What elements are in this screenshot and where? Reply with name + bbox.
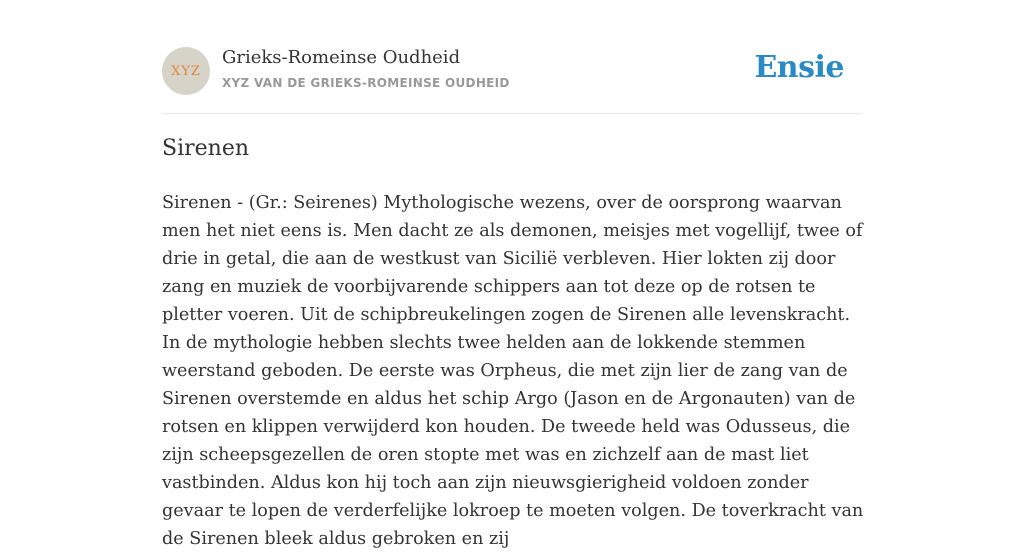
source-title[interactable]: Grieks-Romeinse Oudheid bbox=[222, 47, 461, 68]
entry-body: Sirenen - (Gr.: Seirenes) Mythologische wezens, over de oorsprong waarvan men het niet eens is. Men dacht ze als demonen, meisjes met vogellijf, twee of drie in getal, die aan de westkust van Sicilië verbleven. Hier lokten zij door zang en muziek de voorbijvarende schippers aan tot deze op de rotsen te pletter voeren. Uit de schipbreukelingen zogen de Sirenen alle levenskracht. In de mythologie hebben slechts twee helden aan de lokkende stemmen weerstand geboden. De eerste was Orpheus, die met zijn lier de zang van de Sirenen overstemde en aldus het schip Argo (Jason en de Argonauten) van de rotsen en klippen verwijderd kon houden. De tweede held was Odusseus, die zijn scheepsgezellen de oren stopte met was en zichzelf aan de mast liet vastbinden. Aldus kon hij toch aan zijn nieuwsgierigheid voldoen zonder gevaar te lopen de verderfelijke lokroep te moeten volgen. De toverkracht van de Sirenen bleek aldus gebroken en zij bbox=[162, 193, 864, 549]
avatar-label: XYZ bbox=[171, 63, 201, 79]
ensie-logo[interactable]: Ensie bbox=[754, 50, 844, 85]
entry-title: Sirenen bbox=[162, 136, 250, 161]
source-header bbox=[162, 46, 862, 96]
source-subtitle: XYZ VAN DE GRIEKS-ROMEINSE OUDHEID bbox=[222, 76, 510, 90]
header-divider bbox=[162, 113, 862, 114]
source-avatar[interactable] bbox=[162, 47, 210, 95]
